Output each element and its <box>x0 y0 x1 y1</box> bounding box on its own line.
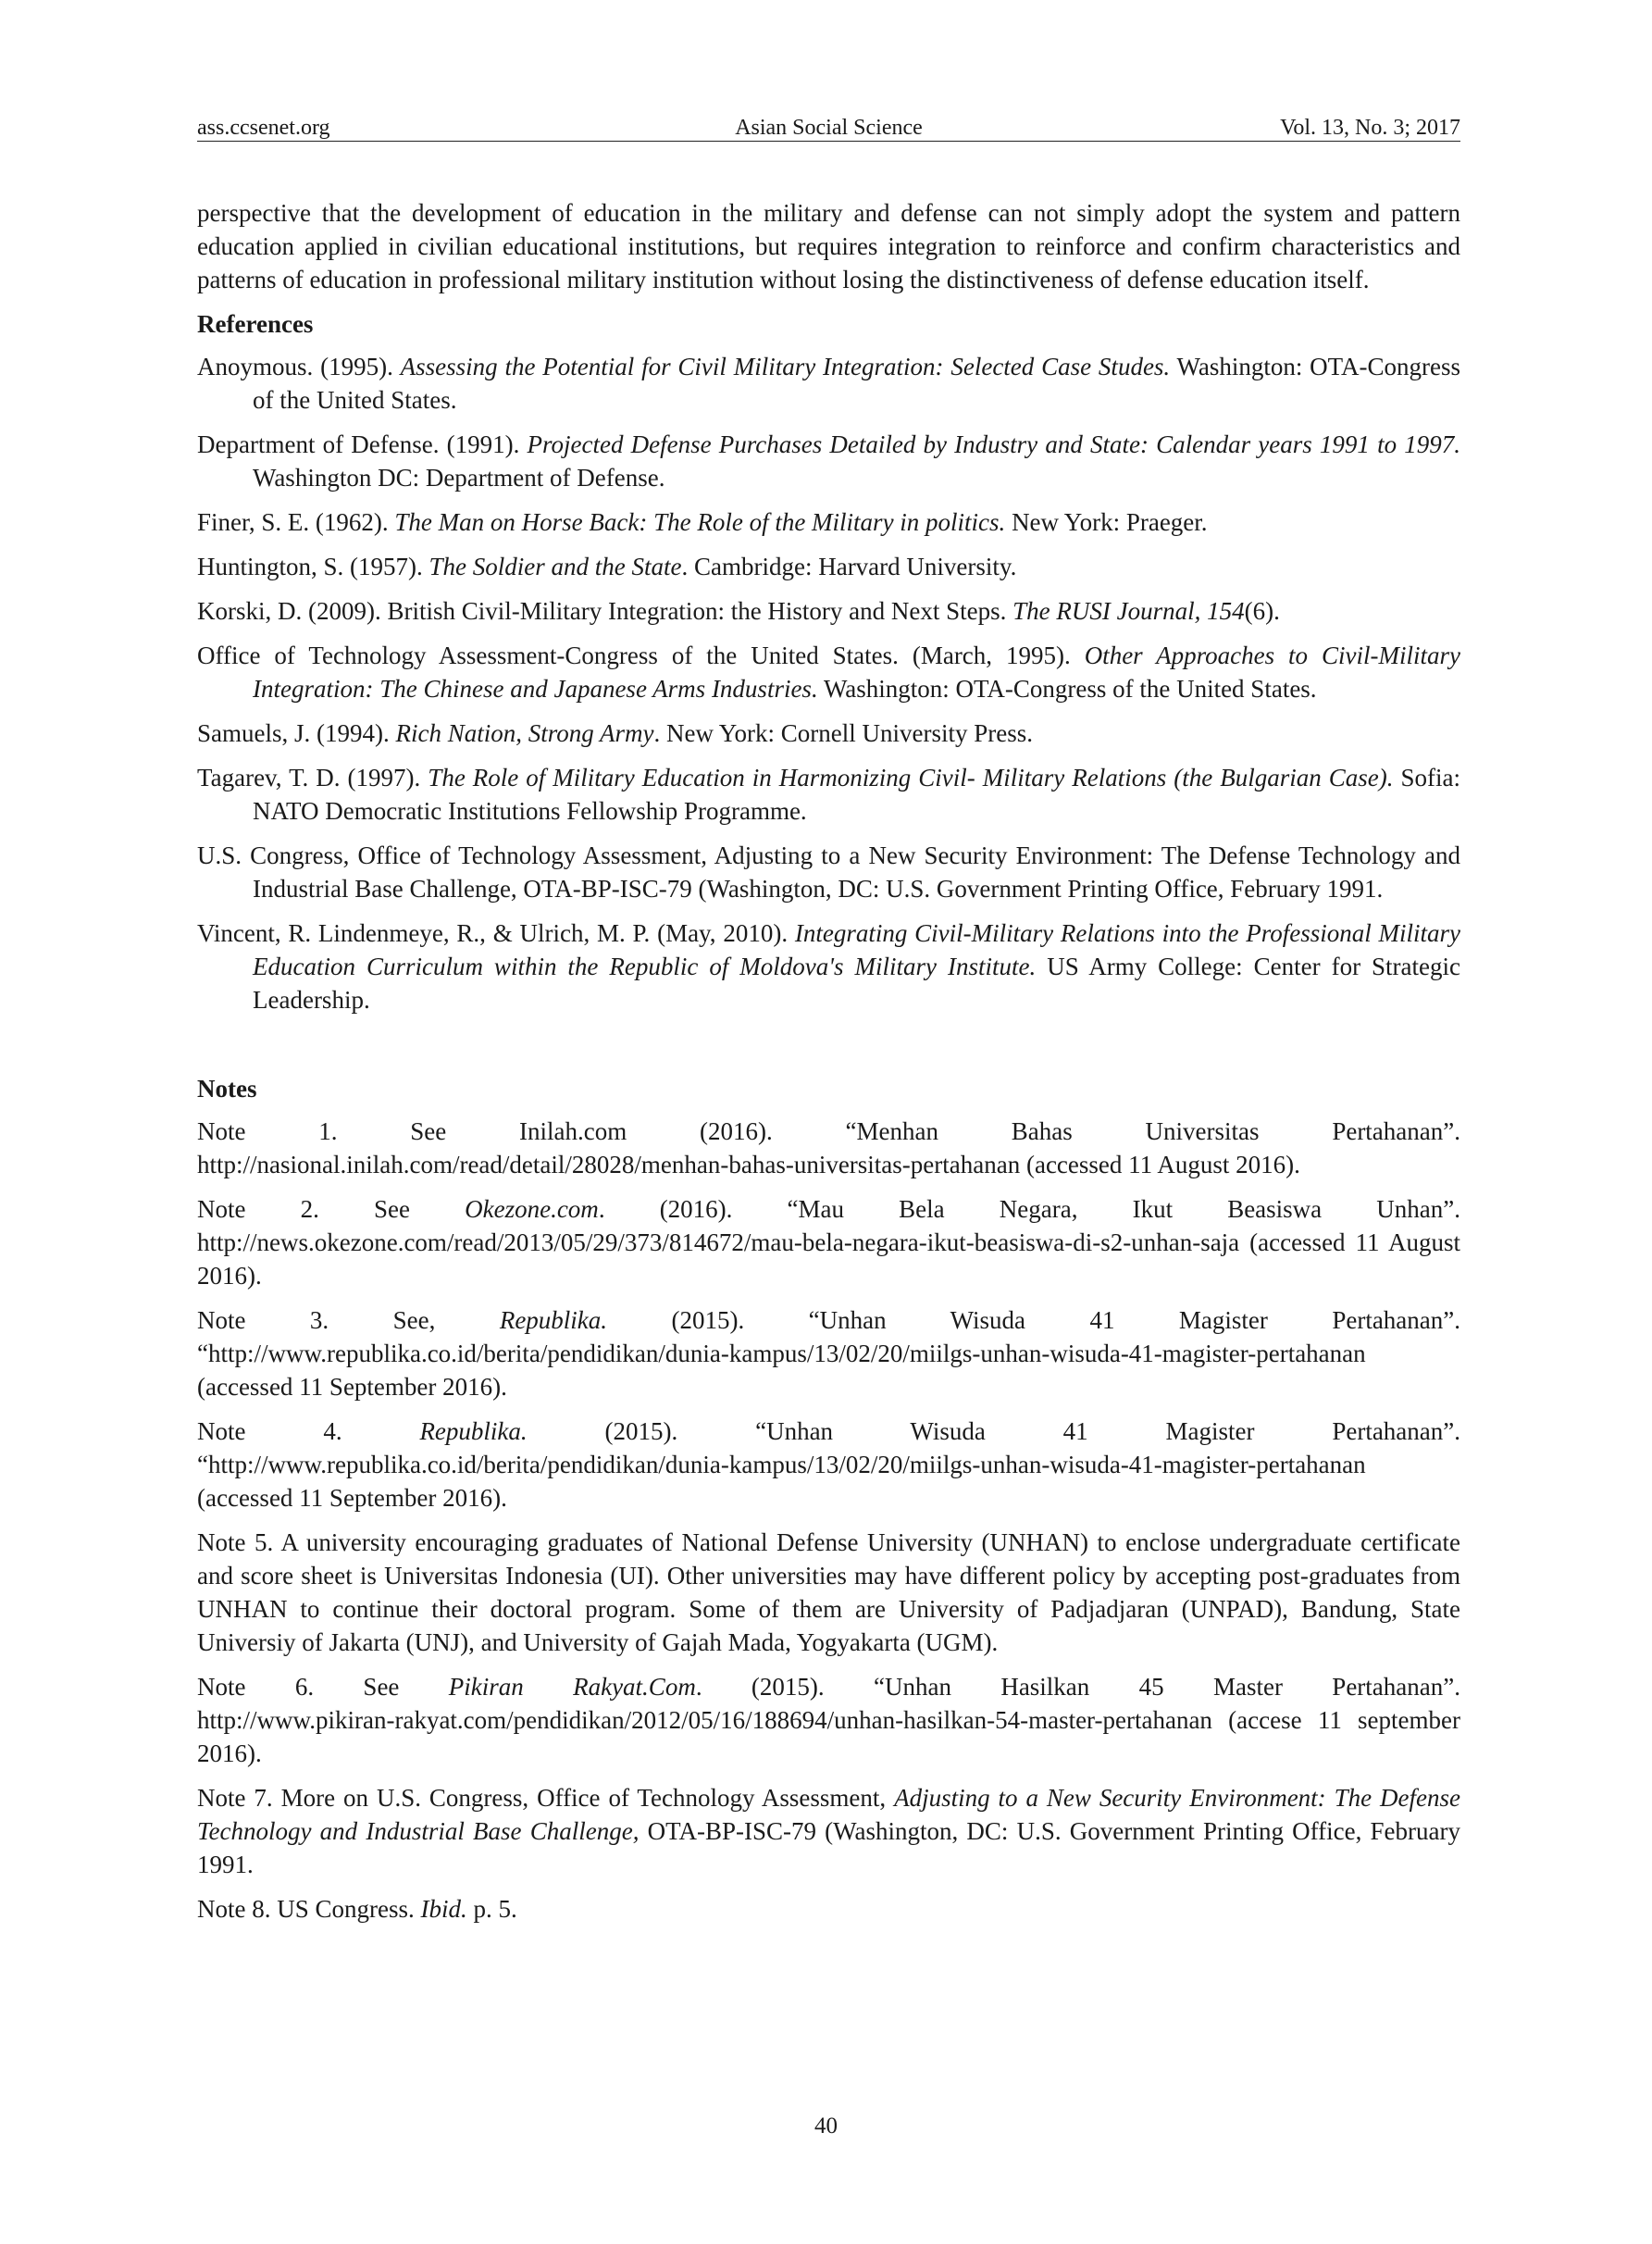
references-heading: References <box>197 310 314 338</box>
running-header <box>197 104 1460 142</box>
page <box>197 104 1460 1937</box>
note-item <box>197 1115 1460 1181</box>
note-rest: “http://www.republika.co.id/berita/pendidikan/dunia-kampus/13/02/20/miilgs-unhan-wisuda-41-magister-pertahanan (accessed 11 September 2016). <box>197 1340 1366 1401</box>
journal-site: ass.ccsenet.org <box>197 116 330 140</box>
reference-item: Department of Defense. (1991). Projected Defense Purchases Detailed by Industry and State: Calendar years 1991 to 1997. Washington DC: Department of Defense. <box>197 430 1460 492</box>
note-rest: http://www.pikiran-rakyat.com/pendidikan/2012/05/16/188694/unhan-hasilkan-54-master-pertahanan (accese 11 september 2016). <box>197 1706 1460 1767</box>
reference-item: Anoymous. (1995). Assessing the Potential for Civil Military Integration: Selected Case Studes. Washington: OTA-Congress of the United States. <box>197 353 1460 414</box>
reference-item: Vincent, R. Lindenmeye, R., & Ulrich, M. P. (May, 2010). Integrating Civil-Military Relations into the Professional Military Education Curriculum within the Republic of Moldova's Military Institute. US Army College: Center for Strategic Leadership. <box>197 919 1460 1014</box>
note-rest: Note 5. A university encouraging graduates of National Defense University (UNHAN) to enclose undergraduate certificate and score sheet is Universitas Indonesia (UI). Other universities may have different policy by accepting post-graduates from UNHAN to continue their doctoral program. Some of them are University of Padjadjaran (UNPAD), Bandung, State Universiy of Jakarta (UNJ), and University of Gajah Mada, Yogyakarta (UGM). <box>197 1528 1460 1656</box>
reference-item: Korski, D. (2009). British Civil-Military Integration: the History and Next Steps. The RUSI Journal, 154(6). <box>197 597 1280 625</box>
note-item: Note 7. More on U.S. Congress, Office of Technology Assessment, Adjusting to a New Security Environment: The Defense Technology and Industrial Base Challenge, OTA-BP-ISC-79 (Washington, DC: U.S. Government Printing Office, February 1991. <box>197 1784 1460 1878</box>
notes-heading: Notes <box>197 1075 257 1103</box>
note-first-line: Note 6. See Pikiran Rakyat.Com. (2015). “Unhan Hasilkan 45 Master Pertahanan”. <box>197 1673 1460 1701</box>
note-first-line: Note 2. See Okezone.com. (2016). “Mau Bela Negara, Ikut Beasiswa Unhan”. <box>197 1195 1461 1223</box>
reference-item: Office of Technology Assessment-Congress of the United States. (March, 1995). Other Approaches to Civil-Military Integration: The Chinese and Japanese Arms Industries. Washington: OTA-Congress of the United States. <box>197 642 1460 703</box>
references-list <box>197 350 1460 1016</box>
notes-list <box>197 1115 1460 1926</box>
note-item <box>197 1192 1460 1292</box>
note-rest: http://news.okezone.com/read/2013/05/29/373/814672/mau-bela-negara-ikut-beasiswa-di-s2-unhan-saja (accessed 11 August 2016). <box>197 1228 1460 1290</box>
note-first-line: Note 1. See Inilah.com (2016). “Menhan Bahas Universitas Pertahanan”. <box>197 1117 1460 1145</box>
note-item <box>197 1303 1460 1403</box>
note-first-line: Note 4. Republika. (2015). “Unhan Wisuda 41 Magister Pertahanan”. <box>197 1417 1461 1445</box>
note-rest: “http://www.republika.co.id/berita/pendidikan/dunia-kampus/13/02/20/miilgs-unhan-wisuda-41-magister-pertahanan (accessed 11 September 2016). <box>197 1451 1366 1512</box>
volume-info: Vol. 13, No. 3; 2017 <box>1280 116 1460 140</box>
page-number: 40 <box>814 2113 838 2138</box>
note-item <box>197 1670 1460 1770</box>
note-rest: http://nasional.inilah.com/read/detail/28028/menhan-bahas-universitas-pertahanan (accessed 11 August 2016). <box>197 1151 1300 1178</box>
reference-item: U.S. Congress, Office of Technology Assessment, Adjusting to a New Security Environment: The Defense Technology and Industrial Base Challenge, OTA-BP-ISC-79 (Washington, DC: U.S. Government Printing Office, February 1991. <box>197 842 1460 903</box>
note-item: Note 8. US Congress. Ibid. p. 5. <box>197 1895 517 1923</box>
journal-title: Asian Social Science <box>735 116 923 140</box>
note-item <box>197 1526 1460 1659</box>
reference-item: Huntington, S. (1957). The Soldier and the State. Cambridge: Harvard University. <box>197 553 1017 580</box>
intro-paragraph: perspective that the development of education in the military and defense can not simply adopt the system and pattern education applied in civilian educational institutions, but requires integration to reinforce and confirm characteristics and patterns of education in professional military institution without losing the distinctiveness of defense education itself. <box>197 199 1460 293</box>
note-item <box>197 1415 1460 1515</box>
reference-item: Finer, S. E. (1962). The Man on Horse Back: The Role of the Military in politics. New York: Praeger. <box>197 508 1208 536</box>
reference-item: Tagarev, T. D. (1997). The Role of Military Education in Harmonizing Civil- Military Relations (the Bulgarian Case). Sofia: NATO Democratic Institutions Fellowship Programme. <box>197 764 1460 825</box>
note-first-line: Note 3. See, Republika. (2015). “Unhan Wisuda 41 Magister Pertahanan”. <box>197 1306 1461 1334</box>
reference-item: Samuels, J. (1994). Rich Nation, Strong Army. New York: Cornell University Press. <box>197 719 1033 747</box>
